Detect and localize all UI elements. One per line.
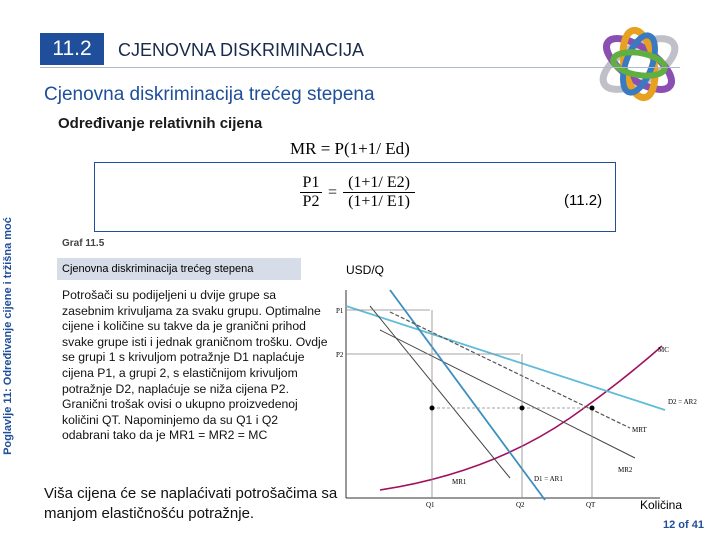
tick-q1: Q1: [426, 501, 435, 509]
tick-q2: Q2: [516, 501, 525, 509]
section-heading: Određivanje relativnih cijena: [58, 115, 263, 132]
formula-lhs-top: P1: [302, 174, 320, 191]
point-q2: [520, 406, 525, 411]
graph-description: Potrošači su podijeljeni u dvije grupe sa zasebnim krivuljama za svaku grupu. Optimalne cijene i količine su takve da je granični prihod svake grupe isti i jednak graničnom trošku. Ovdje se grupi 1 s krivuljom potražnje D1 naplaćuje cijena P1, a grupi 2, s elastičnijom krivuljom potražnje D2, naplaćuje se niža cijena P2. Granični trošak ovisi o ukupno proizvedenoj količini QT. Napominjemo da su Q1 i Q2 odabrani tako da je MR1 = MR2 = MC: [62, 288, 328, 443]
slide-subtitle: Cjenovna diskriminacija trećeg stepena: [44, 84, 375, 105]
label-d1: D1 = AR1: [534, 475, 563, 483]
price-ratio-formula: [300, 174, 415, 211]
tick-p2: P2: [336, 351, 344, 359]
label-mrt: MRT: [632, 426, 647, 434]
label-d2: D2 = AR2: [668, 398, 697, 406]
bottom-note: Viša cijena će se naplaćivati potrošačima sa manjom elastičnošću potražnje.: [44, 485, 338, 522]
graph-label: Graf 11.5: [62, 238, 105, 249]
point-qt: [590, 406, 595, 411]
chapter-side-label: Poglavlje 11: Određivanje cijene i tržišna moć: [2, 217, 14, 455]
formula-rhs-bottom: (1+1/ E1): [348, 193, 410, 210]
y-axis-label: USD/Q: [346, 263, 385, 277]
page-number: 12 of 41: [663, 519, 704, 531]
formula-rhs-top: (1+1/ E2): [348, 174, 410, 191]
mr-curve-1: [370, 306, 510, 478]
title-divider: [40, 67, 680, 68]
mr-equation: MR = P(1+1/ Ed): [290, 139, 410, 158]
label-mr1: MR1: [452, 478, 467, 486]
chapter-number: 11.2: [40, 33, 104, 65]
x-axis-label: Količina: [640, 498, 683, 512]
chapter-title: CJENOVNA DISKRIMINACIJA: [118, 40, 365, 60]
tick-p1: P1: [336, 307, 344, 315]
demand-curve-2: [346, 306, 665, 410]
tick-qt: QT: [586, 501, 596, 509]
formula-lhs-bottom: P2: [302, 193, 320, 210]
label-mc: MC: [658, 346, 669, 354]
mrt-curve: [390, 312, 630, 428]
formula-equals: =: [328, 183, 338, 201]
point-q1: [430, 406, 435, 411]
mr-curve-2: [380, 330, 635, 458]
equation-number: (11.2): [564, 192, 603, 209]
price-discrimination-chart: [336, 288, 710, 513]
label-mr2: MR2: [618, 466, 633, 474]
rings-logo: [584, 16, 694, 116]
graph-caption: Cjenovna diskriminacija trećeg stepena: [57, 258, 301, 280]
